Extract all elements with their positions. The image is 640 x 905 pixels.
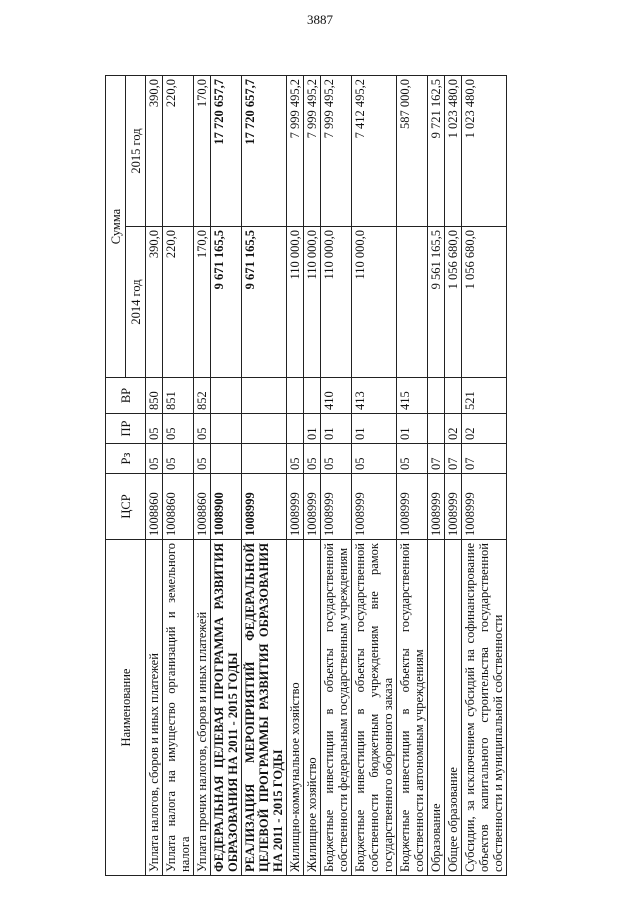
row-csr: 1008999 [321,474,352,540]
row-pr: 05 [163,414,194,444]
row-pr: 02 [462,414,507,444]
row-2014: 9 671 165,5 [242,227,287,378]
row-2015: 1 023 480,0 [445,76,462,227]
row-name: РЕАЛИЗАЦИЯ МЕРОПРИЯТИЙ ФЕДЕРАЛЬНОЙ ЦЕЛЕВОЙ ПРОГРАММЫ РАЗВИТИЯ ОБРАЗОВАНИЯ НА 2011 - 2015 ГОДЫ [242,540,287,876]
row-pr: 01 [321,414,352,444]
header-pr: ПР [106,414,146,444]
row-vr: 413 [352,378,397,414]
row-rz: 07 [428,444,445,474]
table-row [462,76,507,876]
header-2015: 2015 год [126,76,146,227]
row-name: Жилищное хозяйство [304,540,321,876]
row-rz: 05 [194,444,211,474]
table-row [146,76,163,876]
row-rz: 07 [462,444,507,474]
header-vr: ВР [106,378,146,414]
row-rz [242,444,287,474]
row-rz: 05 [397,444,428,474]
row-2014: 110 000,0 [287,227,304,378]
row-2014: 110 000,0 [352,227,397,378]
row-name: Уплата прочих налогов, сборов и иных платежей [194,540,211,876]
row-pr [428,414,445,444]
row-rz: 05 [287,444,304,474]
row-vr: 851 [163,378,194,414]
row-2015: 7 999 495,2 [321,76,352,227]
row-vr: 415 [397,378,428,414]
row-name: Бюджетные инвестиции в объекты государственной собственности автономным учреждениям [397,540,428,876]
row-rz: 05 [352,444,397,474]
row-name: Образование [428,540,445,876]
row-2015: 1 023 480,0 [462,76,507,227]
row-2015: 17 720 657,7 [242,76,287,227]
row-csr: 1008999 [304,474,321,540]
row-2015: 7 999 495,2 [304,76,321,227]
row-csr: 1008999 [445,474,462,540]
table-row [211,76,242,876]
row-vr: 850 [146,378,163,414]
row-2014: 220,0 [163,227,194,378]
row-vr: 410 [321,378,352,414]
row-csr: 1008860 [146,474,163,540]
row-csr: 1008900 [211,474,242,540]
page-number: 3887 [307,12,333,27]
table-row [194,76,211,876]
row-2014: 9 561 165,5 [428,227,445,378]
row-name: Общее образование [445,540,462,876]
row-2014: 9 671 165,5 [211,227,242,378]
row-rz: 05 [321,444,352,474]
row-csr: 1008860 [194,474,211,540]
row-vr [242,378,287,414]
row-rz: 05 [146,444,163,474]
row-csr: 1008999 [462,474,507,540]
row-2015: 17 720 657,7 [211,76,242,227]
row-name: Жилищно-коммунальное хозяйство [287,540,304,876]
row-csr: 1008999 [397,474,428,540]
row-name: Бюджетные инвестиции в объекты государственной собственности бюджетным учреждениям вне рамок государственного оборонного заказа [352,540,397,876]
row-rz: 05 [163,444,194,474]
row-vr [287,378,304,414]
table-row [352,76,397,876]
row-pr: 01 [397,414,428,444]
rotated-table-container [105,76,585,876]
row-vr [211,378,242,414]
budget-table [105,75,507,876]
row-pr [211,414,242,444]
row-2015: 170,0 [194,76,211,227]
table-row [428,76,445,876]
row-name: Уплата налога на имущество организаций и земельного налога [163,540,194,876]
row-pr: 01 [304,414,321,444]
table-row [242,76,287,876]
table-row [287,76,304,876]
table-row [321,76,352,876]
row-2015: 587 000,0 [397,76,428,227]
header-2014: 2014 год [126,227,146,378]
table-row [304,76,321,876]
row-2014: 170,0 [194,227,211,378]
row-vr: 852 [194,378,211,414]
table-row [445,76,462,876]
header-csr: ЦСР [106,474,146,540]
row-csr: 1008999 [352,474,397,540]
row-name: Субсидии, за исключением субсидий на софинансирование объектов капитального строительства государственной собственности и муниципальной собственности [462,540,507,876]
row-csr: 1008999 [287,474,304,540]
table-row [163,76,194,876]
row-rz: 07 [445,444,462,474]
row-2015: 7 999 495,2 [287,76,304,227]
row-rz: 05 [304,444,321,474]
row-pr: 01 [352,414,397,444]
row-name: Уплата налогов, сборов и иных платежей [146,540,163,876]
row-csr: 1008999 [428,474,445,540]
row-vr: 521 [462,378,507,414]
row-2015: 390,0 [146,76,163,227]
row-2014: 1 056 680,0 [462,227,507,378]
row-2014: 390,0 [146,227,163,378]
row-csr: 1008999 [242,474,287,540]
header-name: Наименование [106,540,146,876]
row-name: ФЕДЕРАЛЬНАЯ ЦЕЛЕВАЯ ПРОГРАММА РАЗВИТИЯ ОБРАЗОВАНИЯ НА 2011 - 2015 ГОДЫ [211,540,242,876]
row-2015: 220,0 [163,76,194,227]
row-rz [211,444,242,474]
row-pr: 02 [445,414,462,444]
row-2015: 9 721 162,5 [428,76,445,227]
row-2014 [397,227,428,378]
row-2015: 7 412 495,2 [352,76,397,227]
row-name: Бюджетные инвестиции в объекты государственной собственности федеральным государственным учреждениям [321,540,352,876]
row-2014: 110 000,0 [321,227,352,378]
row-pr: 05 [194,414,211,444]
row-pr [242,414,287,444]
table-row [397,76,428,876]
header-rz: Рз [106,444,146,474]
row-csr: 1008860 [163,474,194,540]
header-sum: Сумма [106,76,126,378]
row-vr [304,378,321,414]
row-2014: 1 056 680,0 [445,227,462,378]
row-vr [428,378,445,414]
row-pr [287,414,304,444]
row-vr [445,378,462,414]
row-2014: 110 000,0 [304,227,321,378]
row-pr: 05 [146,414,163,444]
